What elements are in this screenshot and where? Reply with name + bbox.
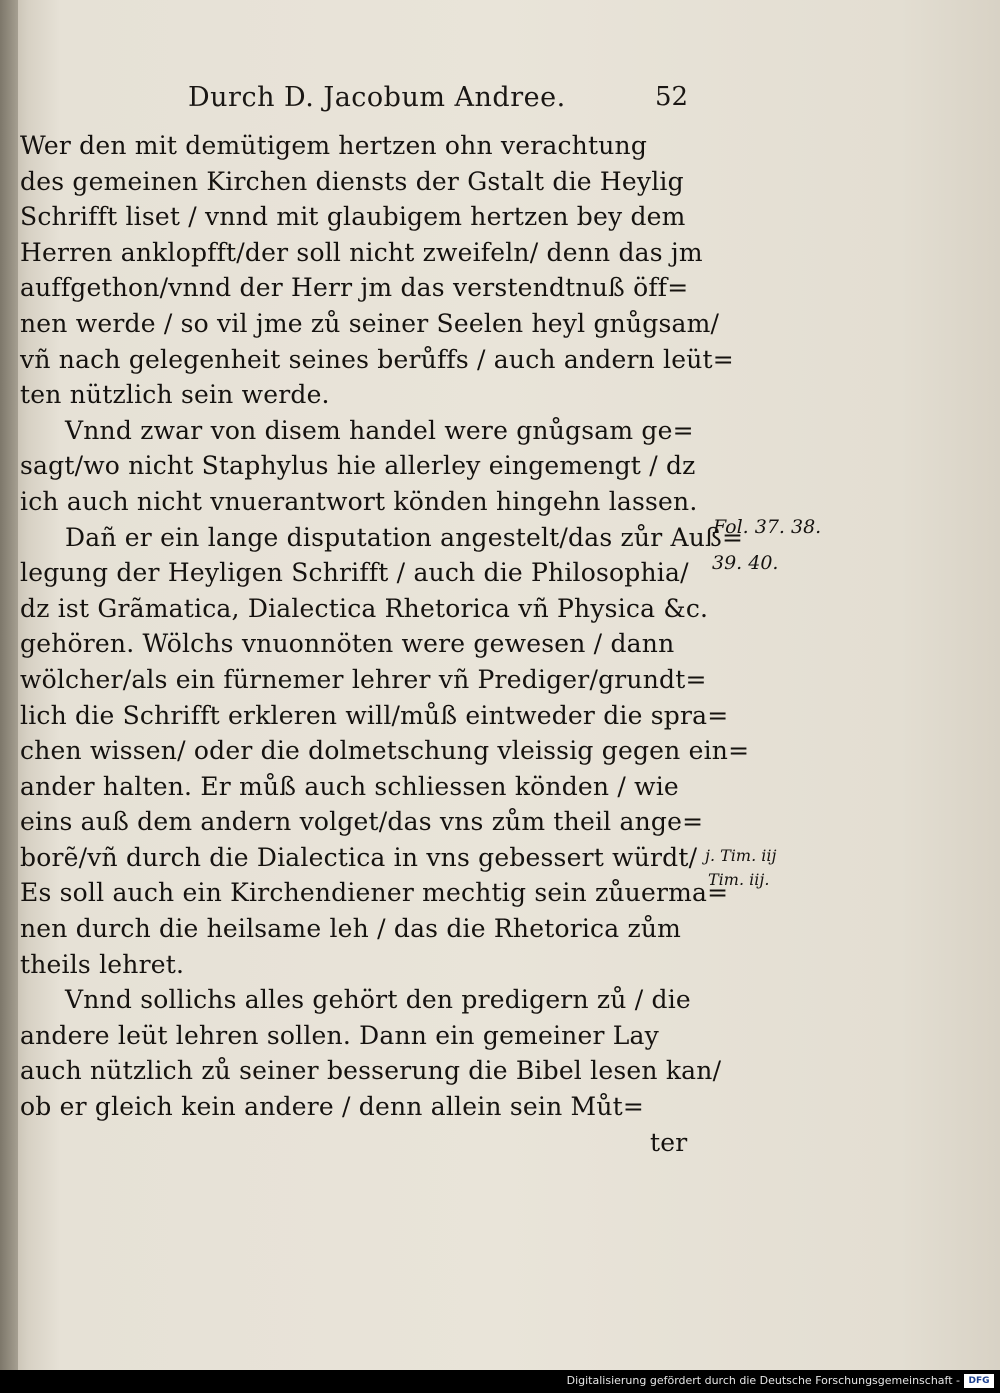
- text-line: andere leüt lehren sollen. Dann ein gemeiner Lay: [20, 1020, 659, 1050]
- text-line: dz ist Grãmatica, Dialectica Rhetorica vñ Physica &c.: [20, 593, 709, 623]
- text-line: Vnnd zwar von disem handel were gnůgsam ge=: [65, 415, 694, 445]
- text-line: eins auß dem andern volget/das vns zům theil ange=: [20, 807, 704, 837]
- text-line: legung der Heyligen Schrifft / auch die Philosophia/: [20, 558, 689, 588]
- text-line: des gemeinen Kirchen diensts der Gstalt die Heylig: [20, 166, 684, 196]
- text-line: ten nützlich sein werde.: [20, 380, 330, 410]
- text-line: borẽ/vñ durch die Dialectica in vns gebessert würdt/: [20, 842, 698, 872]
- text-line: lich die Schrifft erkleren will/můß eintweder die spra=: [20, 700, 729, 730]
- text-line: Herren anklopfft/der soll nicht zweifeln/ denn das jm: [20, 237, 703, 267]
- text-line: auffgethon/vnnd der Herr jm das verstendtnuß öff=: [20, 273, 689, 303]
- text-line: Es soll auch ein Kirchendiener mechtig sein zůuerma=: [20, 878, 729, 908]
- text-line: nen werde / so vil jme zů seiner Seelen heyl gnůgsam/: [20, 308, 720, 338]
- text-line: ter: [650, 1127, 688, 1157]
- text-line: ich auch nicht vnuerantwort könden hingehn lassen.: [20, 486, 698, 516]
- text-line: vñ nach gelegenheit seines berůffs / auch andern leüt=: [20, 344, 734, 374]
- text-line: Dañ er ein lange disputation angestelt/das zůr Auß=: [65, 522, 744, 552]
- text-line: auch nützlich zů seiner besserung die Bibel lesen kan/: [20, 1056, 722, 1086]
- text-line: chen wissen/ oder die dolmetschung vleissig gegen ein=: [20, 736, 750, 766]
- text-line: ob er gleich kein andere / denn allein sein Můt=: [20, 1092, 645, 1122]
- text-line: theils lehret.: [20, 949, 185, 979]
- text-line: Schrifft liset / vnnd mit glaubigem hertzen bey dem: [20, 202, 686, 232]
- margin-note-tim-2: Tim. iij.: [708, 870, 770, 889]
- footer-credit: Digitalisierung gefördert durch die Deutsche Forschungsgemeinschaft -: [566, 1374, 960, 1387]
- page-header: [0, 82, 1000, 122]
- text-line: ander halten. Er můß auch schliessen könden / wie: [20, 771, 679, 801]
- page-number: 52: [655, 82, 689, 112]
- text-line: nen durch die heilsame leh / das die Rhetorica zům: [20, 914, 682, 944]
- margin-note-fol-1: Fol. 37. 38.: [713, 516, 822, 538]
- text-line: gehören. Wölchs vnuonnöten were gewesen / dann: [20, 629, 675, 659]
- footer-bar: [0, 1370, 1000, 1393]
- page-binding-edge: [0, 0, 18, 1370]
- text-line: wölcher/als ein fürnemer lehrer vñ Prediger/grundt=: [20, 664, 707, 694]
- margin-note-fol-2: 39. 40.: [712, 552, 779, 574]
- text-line: sagt/wo nicht Staphylus hie allerley eingemengt / dz: [20, 451, 696, 481]
- running-head: Durch D. Jacobum Andree.: [188, 82, 566, 113]
- dfg-logo-icon: DFG: [964, 1374, 994, 1388]
- text-line: Wer den mit demütigem hertzen ohn verachtung: [20, 131, 648, 160]
- text-line: Vnnd sollichs alles gehört den predigern zů / die: [65, 985, 691, 1015]
- margin-note-tim-1: j. Tim. iij: [705, 846, 777, 865]
